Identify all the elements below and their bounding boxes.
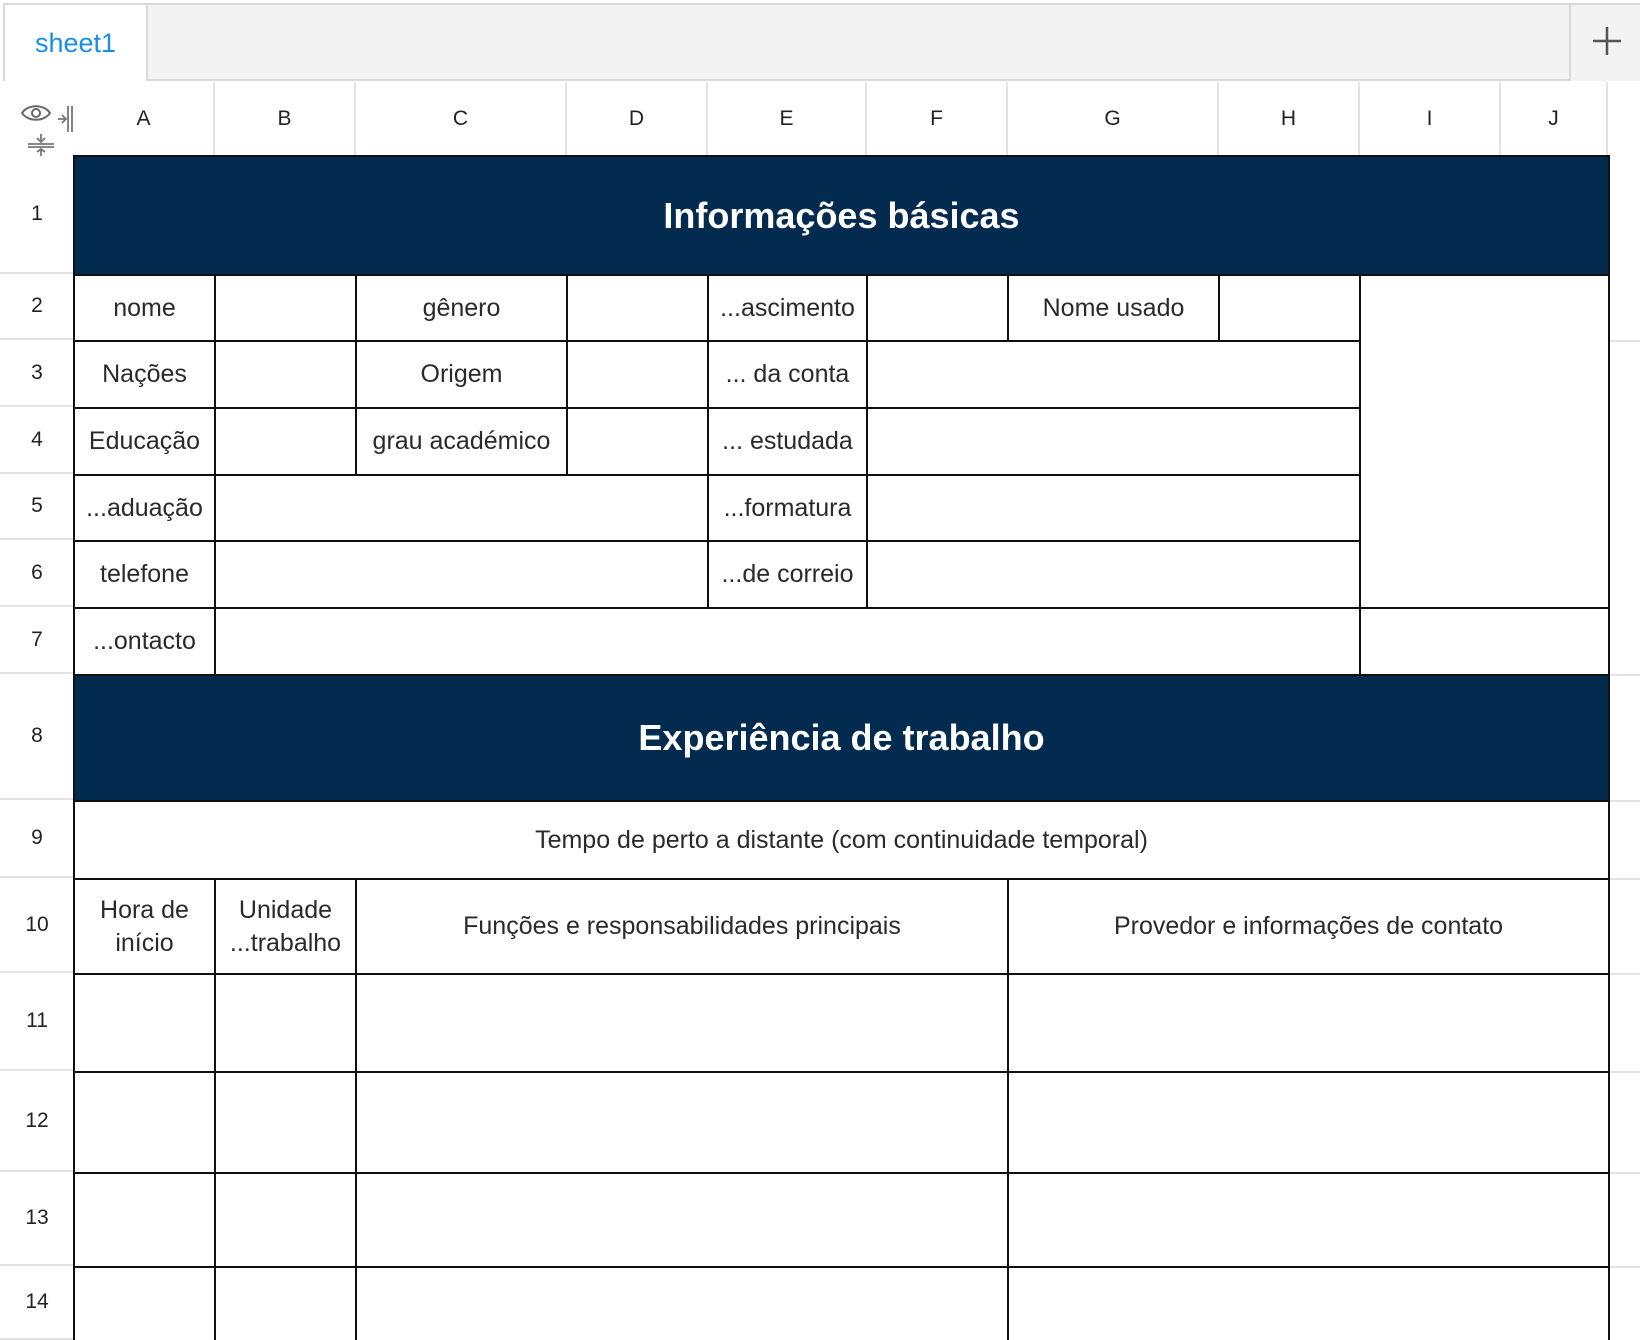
input-nome[interactable] [214,274,357,342]
plus-icon [1590,24,1624,63]
row-header-3[interactable]: 3 [0,340,74,407]
row-header-10[interactable]: 10 [0,878,74,973]
eye-icon[interactable] [20,102,52,129]
cell-i7[interactable] [1359,607,1610,676]
label-nascimento[interactable]: ...ascimento [707,274,868,342]
cell-g13[interactable] [1007,1172,1610,1268]
input-genero[interactable] [566,274,709,342]
cell-g12[interactable] [1007,1071,1610,1174]
input-estudada[interactable] [866,407,1361,476]
cell-a12[interactable] [73,1071,216,1174]
work-subtitle[interactable]: Tempo de perto a distante (com continuidade temporal) [73,800,1610,880]
cell-b14[interactable] [214,1266,357,1340]
gridline [1608,1172,1640,1174]
input-nacoes[interactable] [214,340,357,409]
column-header-f[interactable]: F [867,82,1008,156]
label-grau-academico[interactable]: grau académico [355,407,568,476]
label-formatura[interactable]: ...formatura [707,474,868,542]
cell-a13[interactable] [73,1172,216,1268]
add-sheet-button[interactable] [1569,5,1640,81]
cell-c11[interactable] [355,973,1009,1073]
label-contacto[interactable]: ...ontacto [73,607,216,676]
column-header-i[interactable]: I [1360,82,1501,156]
column-header-e[interactable]: E [708,82,867,156]
cell-b13[interactable] [214,1172,357,1268]
input-graduacao[interactable] [214,474,709,542]
input-da-conta[interactable] [866,340,1361,409]
row-header-8[interactable]: 8 [0,674,74,800]
label-nome[interactable]: nome [73,274,216,342]
column-header-d[interactable]: D [567,82,708,156]
label-nacoes[interactable]: Nações [73,340,216,409]
row-header-7[interactable]: 7 [0,607,74,674]
column-header-j[interactable]: J [1501,82,1608,156]
label-educacao[interactable]: Educação [73,407,216,476]
input-origem[interactable] [566,340,709,409]
row-header-6[interactable]: 6 [0,540,74,607]
column-header-b[interactable]: B [215,82,356,156]
label-telefone[interactable]: telefone [73,540,216,609]
label-genero[interactable]: gênero [355,274,568,342]
row-header-13[interactable]: 13 [0,1172,74,1266]
header-corner [0,82,74,156]
gridline [1608,340,1640,342]
row-header-2[interactable]: 2 [0,274,74,340]
sheet-tab-bar [3,3,1640,81]
input-correio[interactable] [866,540,1361,609]
row-header-11[interactable]: 11 [0,973,74,1071]
column-header-h[interactable]: H [1219,82,1360,156]
header-provider[interactable]: Provedor e informações de contato [1007,878,1610,975]
cell-a11[interactable] [73,973,216,1073]
input-nome-usado[interactable] [1218,274,1361,342]
row-header-14[interactable]: 14 [0,1266,74,1340]
column-header-a[interactable]: A [74,82,215,156]
gridline [1608,1266,1640,1268]
input-nascimento[interactable] [866,274,1009,342]
column-header-c[interactable]: C [356,82,567,156]
header-work-unit[interactable]: Unidade ...trabalho [214,878,357,975]
input-telefone[interactable] [214,540,709,609]
cell-g14[interactable] [1007,1266,1610,1340]
input-contacto[interactable] [214,607,1361,676]
work-experience-banner[interactable]: Experiência de trabalho [73,674,1610,802]
gridline [1608,1071,1640,1073]
header-start-time[interactable]: Hora de início [73,878,216,975]
input-grau-academico[interactable] [566,407,709,476]
cell-c14[interactable] [355,1266,1009,1340]
row-header-1[interactable]: 1 [0,156,74,274]
cell-a14[interactable] [73,1266,216,1340]
label-estudada[interactable]: ... estudada [707,407,868,476]
label-nome-usado[interactable]: Nome usado [1007,274,1220,342]
cell-g11[interactable] [1007,973,1610,1073]
cell-b11[interactable] [214,973,357,1073]
row-header-4[interactable]: 4 [0,407,74,474]
label-da-conta[interactable]: ... da conta [707,340,868,409]
row-header-9[interactable]: 9 [0,800,74,878]
header-duties[interactable]: Funções e responsabilidades principais [355,878,1009,975]
gridline [1608,674,1640,676]
photo-cell[interactable] [1359,274,1610,609]
label-correio[interactable]: ...de correio [707,540,868,609]
row-header-5[interactable]: 5 [0,474,74,540]
cell-c12[interactable] [355,1071,1009,1174]
input-formatura[interactable] [866,474,1361,542]
column-header-g[interactable]: G [1008,82,1219,156]
input-educacao[interactable] [214,407,357,476]
gridline [1608,878,1640,880]
gridline [1608,800,1640,802]
cell-c13[interactable] [355,1172,1009,1268]
label-graduacao[interactable]: ...aduação [73,474,216,542]
cell-b12[interactable] [214,1071,357,1174]
tab-sheet1[interactable]: sheet1 [5,5,148,81]
gridline [1608,973,1640,975]
basic-info-banner[interactable]: Informações básicas [73,155,1610,276]
label-origem[interactable]: Origem [355,340,568,409]
row-header-12[interactable]: 12 [0,1071,74,1172]
